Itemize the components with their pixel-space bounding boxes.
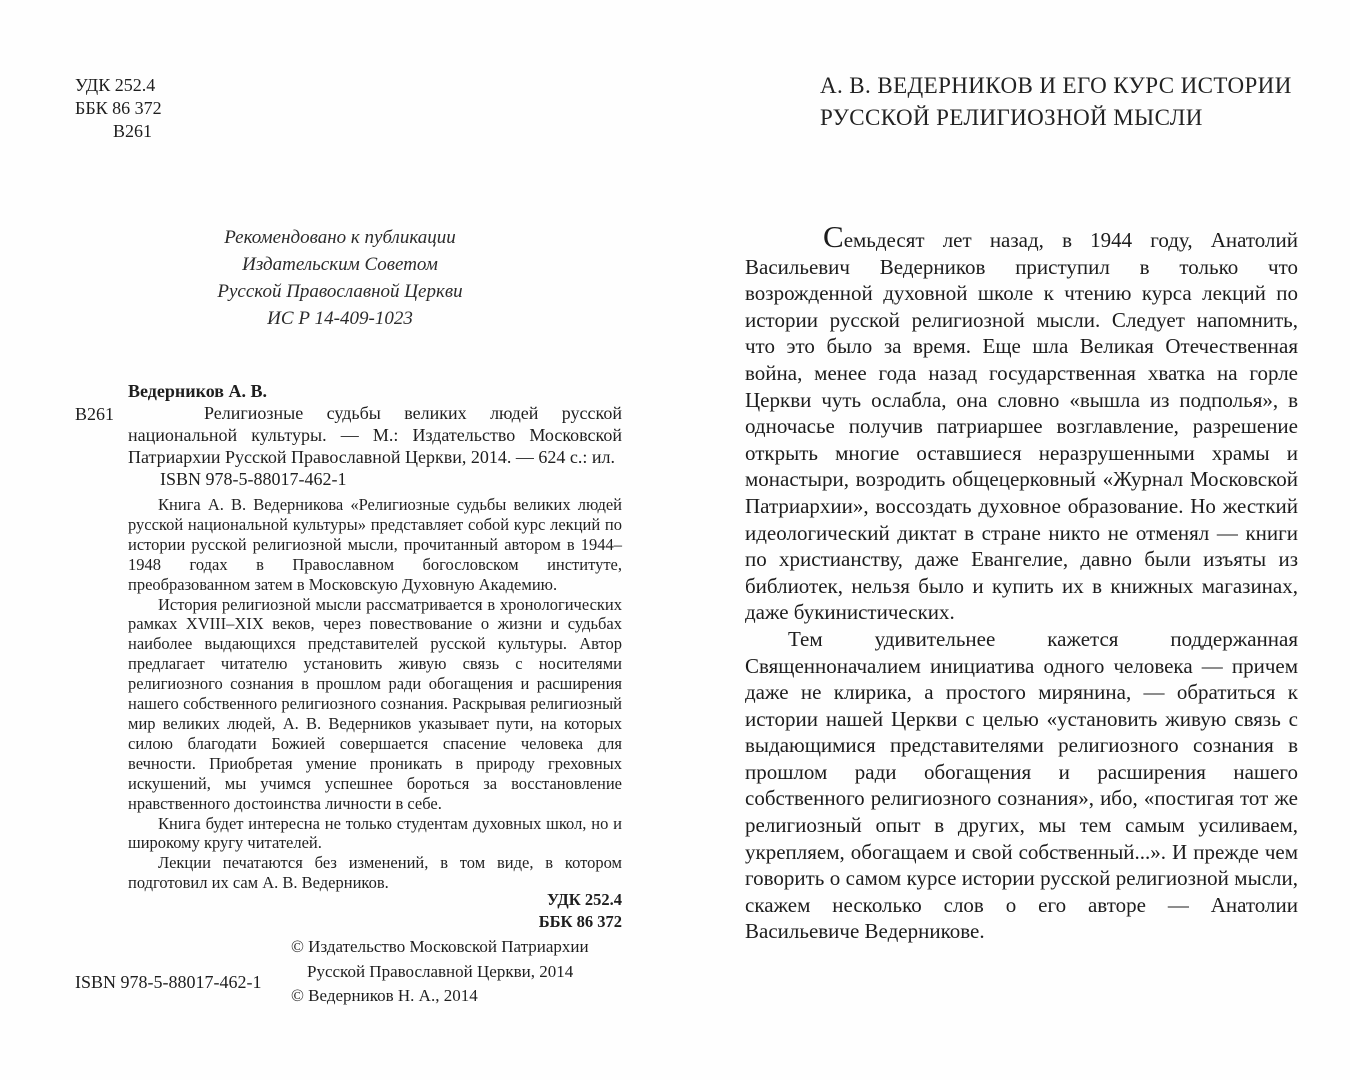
approval-line: ИС Р 14-409-1023 xyxy=(267,308,413,329)
article-paragraph: Тем удивительнее кажется поддержанная Священноначалием инициатива одного человека — причем даже не клирика, а простого мирянина, — обратиться к истории нашей Церкви с целью «установить живую связь с выдающимися представителями религиозного сознания в прошлом ради обогащения и расширения нашего собственного религиозного сознания», ибо, «постигая тот же религиозный опыт в других, мы тем самым усиливаем, укрепляем, обогащаем и свой собственный...». И прежде чем говорить о самом курсе истории русской религиозной мысли, скажем несколько слов о его авторе — Анатолии Васильевиче Ведерникове. xyxy=(745,626,1298,944)
catalog-description: Религиозные судьбы великих людей русской национальной культуры. — М.: Издательство Московской Патриархии Русской Православной Церкви, 2014. — 624 с.: ил. xyxy=(128,403,622,467)
bbk-number: ББК 86 372 xyxy=(75,98,162,118)
article-title-line: А. В. ВЕДЕРНИКОВ И ЕГО КУРС ИСТОРИИ xyxy=(820,73,1292,98)
raised-initial-letter: С xyxy=(823,219,844,254)
article-title xyxy=(820,70,1310,133)
copyright-line: © Ведерников Н. А., 2014 xyxy=(291,986,478,1005)
udk-footer-number: УДК 252.4 xyxy=(546,890,622,909)
church-approval-block xyxy=(60,224,620,332)
annotation-paragraph: История религиозной мысли рассматривается в хронологических рамках XVIII–XIX веков, через повествование о жизни и судьбах наиболее выдающихся представителей русской культуры. Автор предлагает читателю установить живую связь с носителями религиозного сознания в прошлом ради обогащения и расширения нашего собственного религиозного сознания. Раскрывая религиозный мир великих людей, А. В. Ведерников указывает пути, на которых силою благодати Божией совершается спасение человека для вечности. Приобретая умение проникать в природу греховных искушений, мы учимся успешнее бороться за восстановление нравственного достоинства личности в себе. xyxy=(128,594,622,813)
approval-line: Рекомендовано к публикации xyxy=(224,227,456,248)
author-sign: В261 xyxy=(113,121,153,141)
annotation-block xyxy=(128,495,622,893)
classification-footer xyxy=(128,889,622,933)
catalog-isbn: ISBN 978-5-88017-462-1 xyxy=(160,469,347,489)
bbk-footer-number: ББК 86 372 xyxy=(538,912,622,931)
annotation-paragraph: Книга А. В. Ведерникова «Религиозные судьбы великих людей русской национальной культуры» представляет собой курс лекций по истории русской религиозной мысли, прочитанный автором в 1944–1948 годах в Православном богословском институте, преобразованном затем в Московскую Духовную Академию. xyxy=(128,495,622,594)
annotation-paragraph: Лекции печатаются без изменений, в том виде, в котором подготовил их сам А. В. Ведерников. xyxy=(128,853,622,893)
classification-block xyxy=(75,74,162,143)
udk-number: УДК 252.4 xyxy=(75,75,156,95)
catalog-author: Ведерников А. В. xyxy=(128,381,268,401)
annotation-paragraph: Книга будет интересна не только студентам духовных школ, но и широкому кругу читателей. xyxy=(128,813,622,853)
copyright-line: Русской Православной Церкви, 2014 xyxy=(307,961,574,981)
catalog-margin-code: В261 xyxy=(75,404,115,424)
catalog-card xyxy=(75,380,622,490)
paragraph-text: емьдесят лет назад, в 1944 году, Анатолий Васильевич Ведерников приступил в только что возрожденной духовной школе к чтению курса лекций по истории русской религиозной мысли. Следует напомнить, что это было за время. Еще шла Великая Отечественная война, менее года назад государственная хватка на горле Церкви чуть ослабла, она словно «вышла из подполья», в одночасье получив патриаршее возглавление, разрешение открыть многие оставшиеся неразрушенными храмы и монастыри, возродить общецерковный «Журнал Московской Патриархии», воссоздать духовное образование. Но жесткий идеологический диктат в стране никто не отменял — книги по христианству, даже Евангелие, давно были изъяты из библиотек, нельзя было и купить их в книжных магазинах, даже букинистических. xyxy=(745,228,1298,625)
copyright-block xyxy=(291,935,589,1009)
isbn-bottom: ISBN 978-5-88017-462-1 xyxy=(75,972,262,992)
copyright-line: © Издательство Московской Патриархии xyxy=(291,937,589,956)
approval-line: Издательским Советом xyxy=(242,254,438,275)
article-paragraph xyxy=(745,219,1298,626)
article-body xyxy=(745,219,1298,945)
approval-line: Русской Православной Церкви xyxy=(217,281,463,302)
article-title-line: РУССКОЙ РЕЛИГИОЗНОЙ МЫСЛИ xyxy=(820,104,1203,130)
